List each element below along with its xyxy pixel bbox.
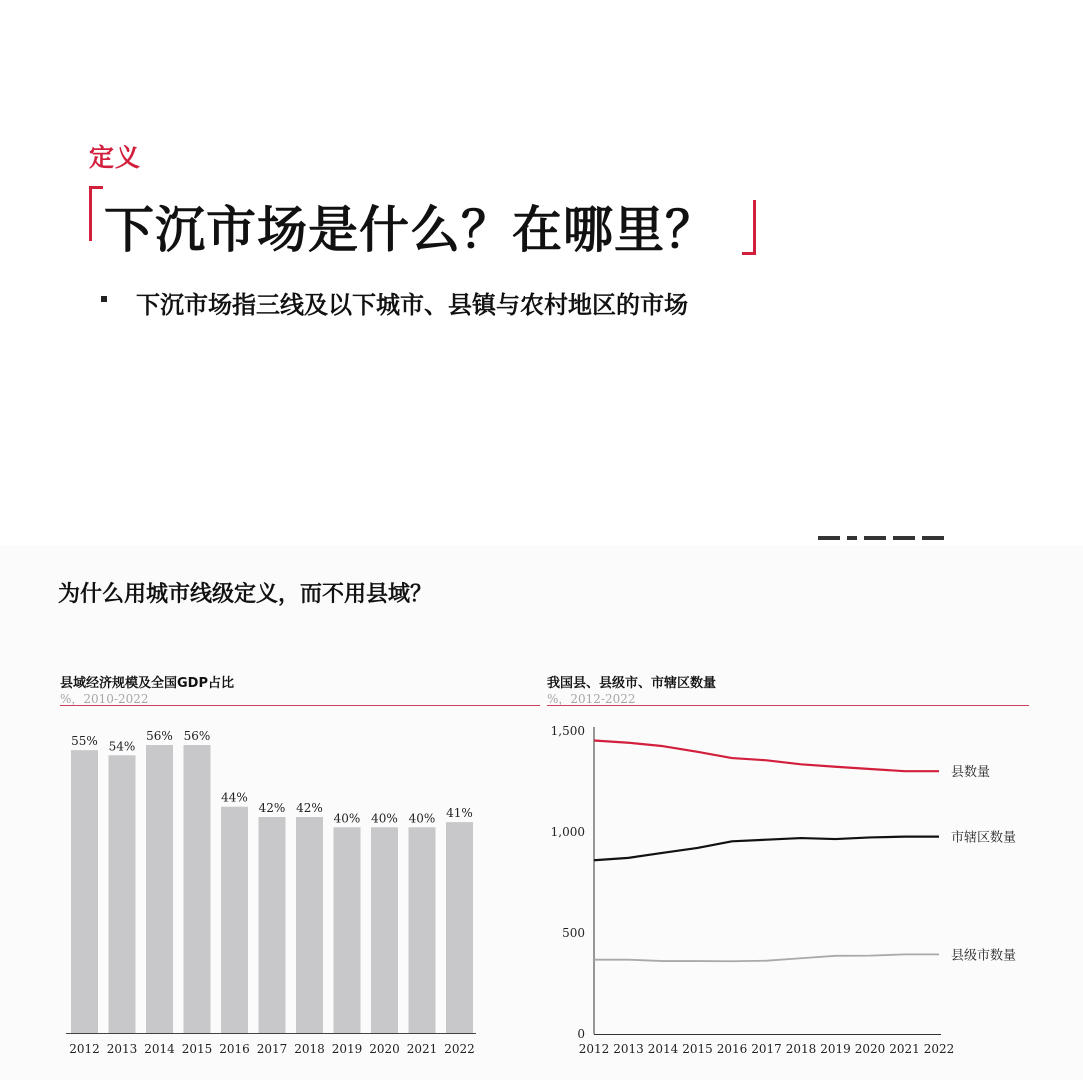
bar-chart-title: 县域经济规模及全国GDP占比	[60, 676, 234, 691]
bar-x-tick-2018: 2018	[294, 1042, 325, 1056]
bar-label-2019: 40%	[333, 811, 361, 826]
bar-x-tick-2017: 2017	[256, 1042, 288, 1056]
line-x-tick-2020: 2020	[854, 1042, 886, 1056]
bar-x-tick-2014: 2014	[144, 1042, 175, 1056]
bar-label-2021: 40%	[408, 811, 436, 826]
bar-x-tick-2015: 2015	[181, 1042, 213, 1056]
series-label-county-count: 县数量	[951, 765, 991, 781]
bar-2014	[146, 745, 173, 1033]
bar-2020	[371, 827, 398, 1033]
line-x-tick-2021: 2021	[889, 1042, 920, 1056]
line-x-tick-2017: 2017	[751, 1042, 782, 1056]
line-x-tick-2012: 2012	[578, 1042, 610, 1056]
bar-x-tick-2019: 2019	[331, 1042, 363, 1056]
bar-2013	[109, 755, 136, 1033]
line-y-tick-500: 500	[562, 926, 585, 940]
line-y-tick-1500: 1,500	[550, 724, 585, 738]
series-label-district-count: 市辖区数量	[951, 830, 1017, 846]
bar-2015	[184, 745, 211, 1033]
page-title: 下沉市场是什么？在哪里？	[104, 201, 716, 259]
line-x-tick-2014: 2014	[647, 1042, 679, 1056]
line-chart-subtitle: %，2012-2022	[547, 692, 636, 706]
bar-2022	[446, 822, 473, 1033]
bar-2021	[409, 827, 436, 1033]
bar-x-tick-2013: 2013	[106, 1042, 138, 1056]
bar-2012	[71, 750, 98, 1033]
line-y-tick-1000: 1,000	[550, 825, 585, 839]
bar-x-tick-2022: 2022	[444, 1042, 475, 1056]
bar-2019	[334, 827, 361, 1033]
line-y-tick-0: 0	[577, 1027, 585, 1041]
bar-label-2014: 56%	[146, 729, 173, 743]
bar-x-tick-2016: 2016	[219, 1042, 250, 1056]
bar-label-2020: 40%	[371, 811, 398, 826]
bar-2017	[259, 817, 286, 1033]
bar-x-tick-2012: 2012	[69, 1042, 100, 1056]
line-x-tick-2018: 2018	[785, 1042, 817, 1056]
bar-label-2013: 54%	[108, 739, 136, 754]
series-line-district-count	[594, 837, 939, 861]
line-chart-title: 我国县、县级市、市辖区数量	[547, 676, 717, 691]
bar-label-2022: 41%	[446, 806, 473, 821]
line-x-tick-2019: 2019	[820, 1042, 851, 1056]
bar-x-tick-2021: 2021	[406, 1042, 438, 1056]
section-tag: 定义	[89, 143, 142, 172]
line-x-tick-2022: 2022	[923, 1042, 955, 1056]
charts-heading: 为什么用城市线级定义，而不用县域？	[58, 582, 433, 607]
bar-label-2015: 56%	[183, 729, 211, 743]
series-label-county-city-count: 县级市数量	[951, 948, 1017, 964]
series-line-county-count	[594, 740, 939, 771]
bullet-text: 下沉市场指三线及以下城市、县镇与农村地区的市场	[136, 291, 688, 319]
bar-chart-subtitle: %，2010-2022	[60, 692, 149, 706]
line-x-tick-2015: 2015	[682, 1042, 713, 1056]
series-line-county-city-count	[594, 954, 939, 961]
bar-label-2016: 44%	[221, 790, 248, 805]
bar-label-2012: 55%	[71, 734, 98, 749]
line-x-tick-2013: 2013	[613, 1042, 644, 1056]
bar-2018	[296, 817, 323, 1033]
bar-2016	[221, 807, 248, 1033]
line-x-tick-2016: 2016	[716, 1042, 748, 1056]
bar-label-2017: 42%	[258, 801, 286, 815]
bar-x-tick-2020: 2020	[369, 1042, 400, 1056]
bar-label-2018: 42%	[296, 801, 323, 815]
